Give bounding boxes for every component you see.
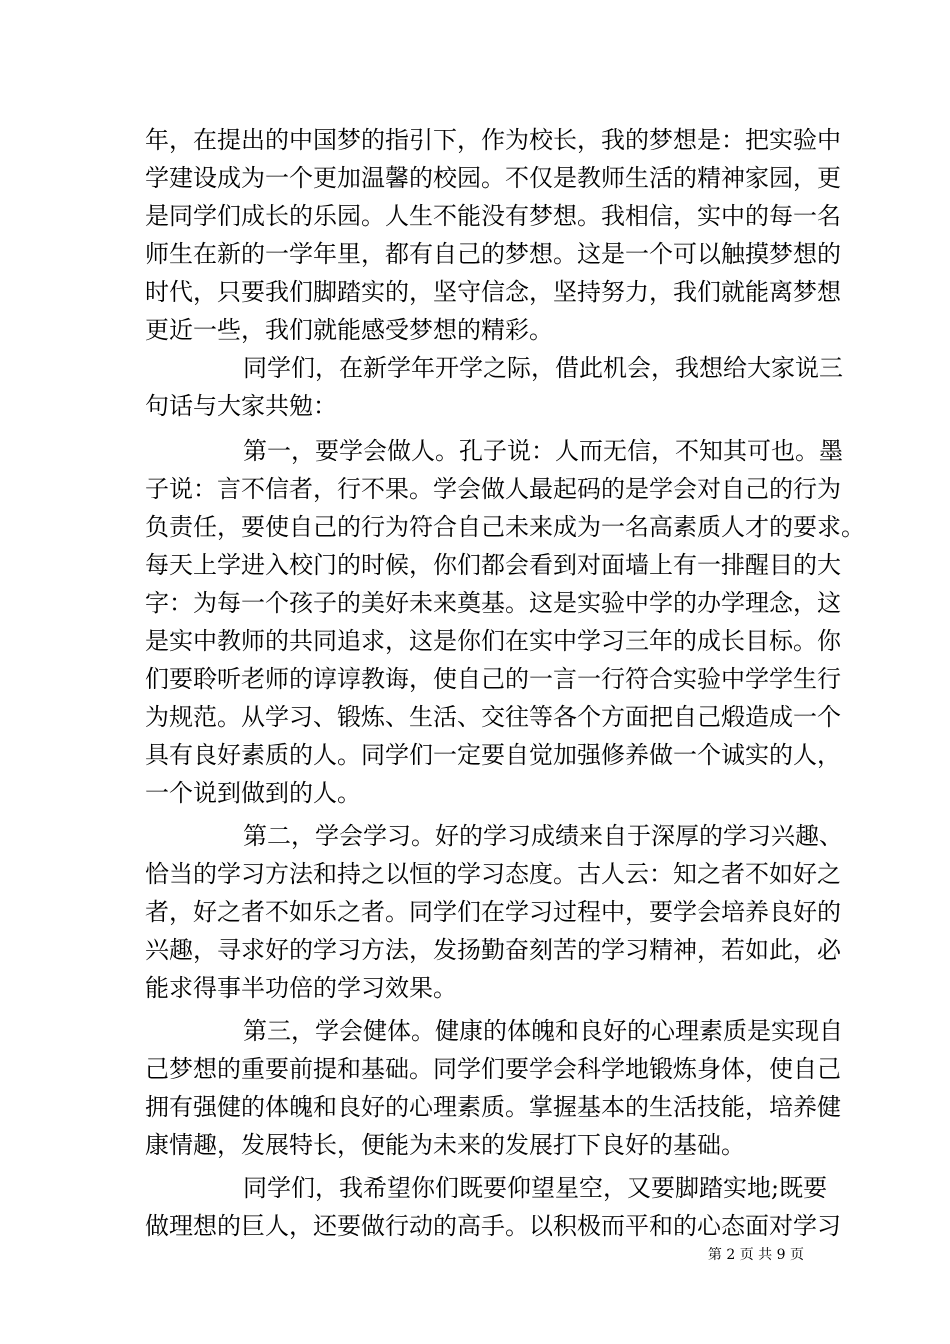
text-line: 做理想的巨人，还要做行动的高手。以积极而平和的心态面对学习 (145, 1212, 841, 1240)
text-line: 第一，要学会做人。孔子说：人而无信，不知其可也。墨 (243, 437, 843, 465)
text-line: 每天上学进入校门的时候，你们都会看到对面墙上有一排醒目的大 (145, 551, 841, 579)
text-line: 负责任，要使自己的行为符合自己未来成为一名高素质人才的要求。 (145, 513, 865, 541)
text-line: 兴趣，寻求好的学习方法，发扬勤奋刻苦的学习精神，若如此，必 (145, 936, 841, 964)
text-line: 第三，学会健体。健康的体魄和良好的心理素质是实现自 (243, 1017, 843, 1045)
text-line: 更近一些，我们就能感受梦想的精彩。 (145, 316, 553, 344)
text-line: 己梦想的重要前提和基础。同学们要学会科学地锻炼身体，使自己 (145, 1055, 841, 1083)
text-line: 句话与大家共勉： (145, 392, 337, 420)
text-line: 一个说到做到的人。 (145, 779, 361, 807)
text-line: 者，好之者不如乐之者。同学们在学习过程中，要学会培养良好的 (145, 898, 841, 926)
text-line: 学建设成为一个更加温馨的校园。不仅是教师生活的精神家园，更 (145, 164, 841, 192)
text-line: 同学们，在新学年开学之际，借此机会，我想给大家说三 (243, 354, 843, 382)
text-line: 康情趣，发展特长，便能为未来的发展打下良好的基础。 (145, 1131, 745, 1159)
text-line: 字：为每一个孩子的美好未来奠基。这是实验中学的办学理念，这 (145, 589, 841, 617)
page-number-footer: 第 2 页 共 9 页 (707, 1247, 804, 1263)
text-line: 第二，学会学习。好的学习成绩来自于深厚的学习兴趣、 (243, 822, 843, 850)
text-line: 恰当的学习方法和持之以恒的学习态度。古人云：知之者不如好之 (145, 860, 841, 888)
text-line: 是同学们成长的乐园。人生不能没有梦想。我相信，实中的每一名 (145, 202, 841, 230)
text-line: 同学们，我希望你们既要仰望星空，又要脚踏实地;既要 (243, 1174, 828, 1202)
text-line: 为规范。从学习、锻炼、生活、交往等各个方面把自己煅造成一个 (145, 703, 841, 731)
text-line: 年，在提出的中国梦的指引下，作为校长，我的梦想是：把实验中 (145, 126, 841, 154)
text-line: 拥有强健的体魄和良好的心理素质。掌握基本的生活技能，培养健 (145, 1093, 841, 1121)
text-line: 们要聆听老师的谆谆教诲，使自己的一言一行符合实验中学学生行 (145, 665, 841, 693)
text-line: 时代，只要我们脚踏实的，坚守信念，坚持努力，我们就能离梦想 (145, 278, 841, 306)
text-line: 具有良好素质的人。同学们一定要自觉加强修养做一个诚实的人， (145, 741, 841, 769)
text-line: 是实中教师的共同追求，这是你们在实中学习三年的成长目标。你 (145, 627, 841, 655)
text-line: 能求得事半功倍的学习效果。 (145, 974, 457, 1002)
text-line: 师生在新的一学年里，都有自己的梦想。这是一个可以触摸梦想的 (145, 240, 841, 268)
text-line: 子说：言不信者，行不果。学会做人最起码的是学会对自己的行为 (145, 475, 841, 503)
